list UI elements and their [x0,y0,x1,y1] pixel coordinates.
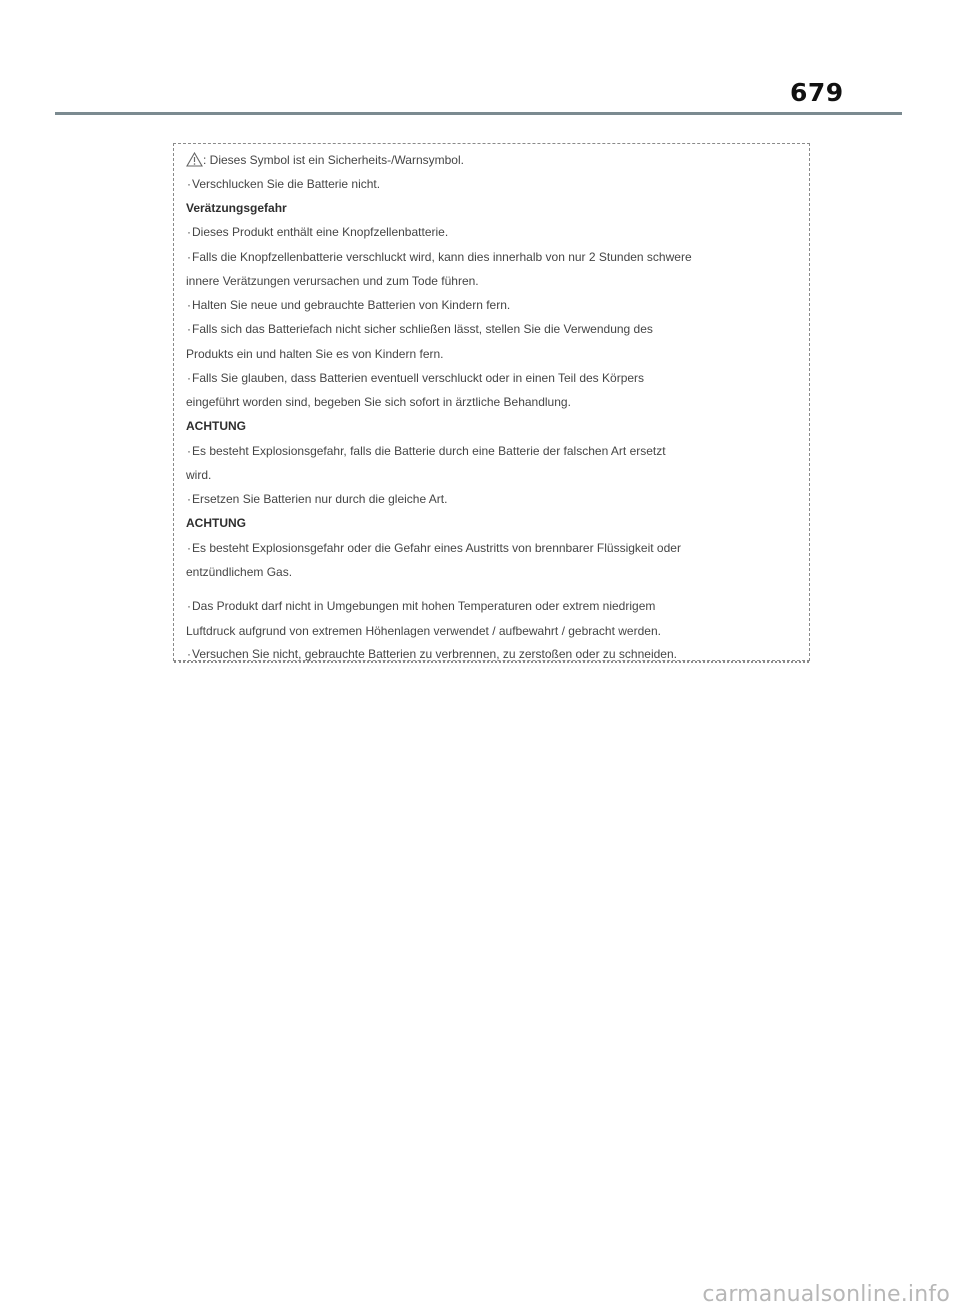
notice-text: Es besteht Explosionsgefahr oder die Gefahr eines Austritts von brennbarer Flüssigkeit oder [192,541,681,555]
bullet: · [187,492,191,506]
notice-line-symbol [186,152,464,167]
notice-line [186,250,692,264]
notice-text: entzündlichem Gas. [186,565,293,579]
notice-line [186,468,211,482]
notice-text: Das Produkt darf nicht in Umgebungen mit hohen Temperaturen oder extrem niedrigem [192,599,656,613]
notice-text: Verätzungsgefahr [186,201,287,215]
bullet: · [187,371,191,385]
notice-heading [186,419,246,433]
notice-text: Produkts ein und halten Sie es von Kindern fern. [186,347,444,361]
notice-heading [186,201,287,215]
notice-heading [186,516,246,530]
notice-line [186,347,444,361]
notice-text: : Dieses Symbol ist ein Sicherheits-/Warnsymbol. [203,153,464,167]
bullet: · [187,647,191,661]
bullet: · [187,541,191,555]
notice-line [186,492,447,506]
notice-text: Ersetzen Sie Batterien nur durch die gleiche Art. [192,492,448,506]
battery-warning-notice [173,143,810,661]
notice-text: Verschlucken Sie die Batterie nicht. [192,177,381,191]
notice-text: Es besteht Explosionsgefahr, falls die Batterie durch eine Batterie der falschen Art ersetzt [192,444,666,458]
notice-text: innere Verätzungen verursachen und zum Tode führen. [186,274,479,288]
header-divider [55,112,902,115]
notice-text: Luftdruck aufgrund von extremen Höhenlagen verwendet / aufbewahrt / gebracht werden. [186,624,661,638]
page-number: 679 [790,78,844,107]
notice-line [186,225,448,239]
notice-line [186,647,677,661]
bullet: · [187,225,191,239]
warning-triangle-icon [186,152,203,167]
notice-text: ACHTUNG [186,419,246,433]
notice-line [186,599,655,613]
notice-text: wird. [186,468,212,482]
notice-line [186,322,653,336]
notice-text: Halten Sie neue und gebrauchte Batterien von Kindern fern. [192,298,511,312]
notice-text: Dieses Produkt enthält eine Knopfzellenbatterie. [192,225,449,239]
notice-text: Versuchen Sie nicht, gebrauchte Batterien zu verbrennen, zu zerstoßen oder zu schneiden. [192,647,677,661]
notice-text: Falls die Knopfzellenbatterie verschluckt wird, kann dies innerhalb von nur 2 Stunden schwere [192,250,692,264]
notice-text: eingeführt worden sind, begeben Sie sich sofort in ärztliche Behandlung. [186,395,571,409]
notice-line [186,565,292,579]
notice-text: Falls Sie glauben, dass Batterien eventuell verschluckt oder in einen Teil des Körpers [192,371,645,385]
notice-line [186,371,644,385]
notice-text: ACHTUNG [186,516,246,530]
notice-line [186,177,380,191]
notice-line [186,298,510,312]
notice-text: Falls sich das Batteriefach nicht sicher schließen lässt, stellen Sie die Verwendung des [192,322,653,336]
bullet: · [187,250,191,264]
notice-line [186,624,661,638]
bullet: · [187,298,191,312]
bullet: · [187,599,191,613]
bullet: · [187,444,191,458]
notice-line [186,444,666,458]
notice-line [186,274,479,288]
site-watermark: carmanualsonline.info [702,1282,950,1307]
bullet: · [187,322,191,336]
notice-line [186,541,681,555]
bullet: · [187,177,191,191]
notice-line [186,395,571,409]
